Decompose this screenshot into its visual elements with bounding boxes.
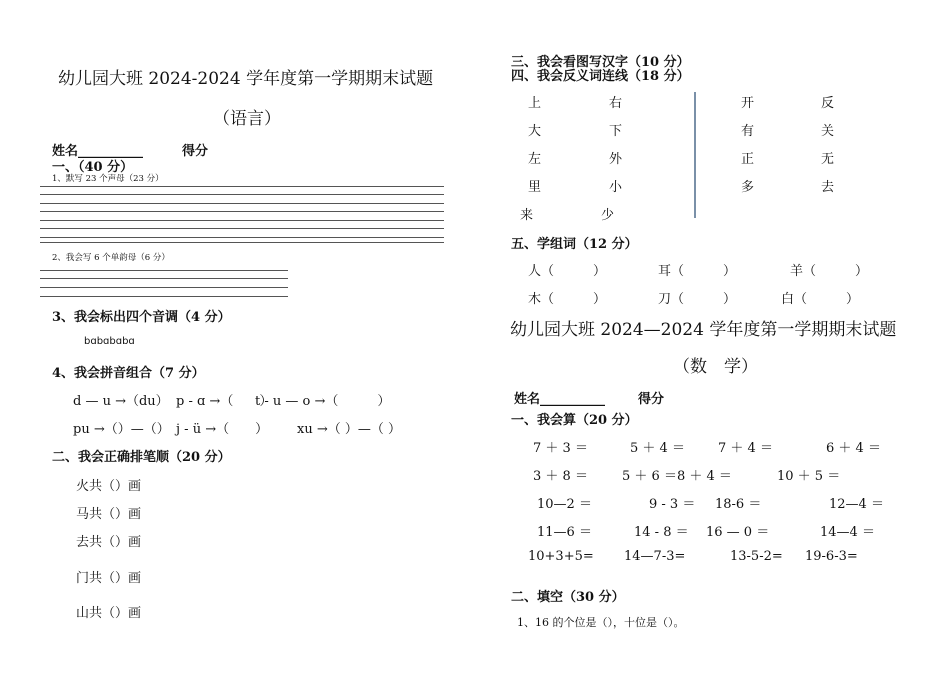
antonym-word: 左	[528, 152, 542, 167]
calc-item: 10—2 ＝	[537, 497, 592, 512]
antonym-word: 少	[601, 208, 615, 223]
fill-heading: 二、填空（30 分）	[511, 590, 625, 605]
antonym-word: 大	[528, 124, 542, 139]
calc-item: 18-6 ＝	[715, 497, 762, 512]
calc-item: 9 - 3 ＝	[649, 497, 696, 512]
antonym-word: 里	[528, 180, 542, 195]
antonym-word: 开	[741, 96, 755, 111]
part1-q1: 1、默写 23 个声母（23 分）	[52, 174, 164, 184]
antonym-word: 关	[821, 124, 835, 139]
antonym-word: 正	[741, 152, 755, 167]
word-group-item: 人（ ）	[528, 264, 607, 279]
antonym-word: 反	[821, 96, 835, 111]
writing-line	[40, 287, 288, 288]
antonym-word: 上	[528, 96, 542, 111]
language-exam-title: 幼儿园大班 2024-2024 学年度第一学期期末试题	[58, 69, 434, 89]
score-label: 得分	[182, 144, 209, 159]
writing-line	[40, 296, 288, 297]
calc-item: 5 ＋ 6 ＝8 ＋ 4 ＝	[622, 469, 732, 484]
writing-line	[40, 211, 444, 212]
part5-heading: 五、学组词（12 分）	[511, 237, 638, 252]
writing-line	[40, 237, 444, 238]
word-group-item: 羊（ ）	[790, 264, 869, 279]
calc-item: 10 ＋ 5 ＝	[777, 469, 841, 484]
pinyin-item: j - ü →（ ）	[176, 422, 269, 437]
math-subtitle: （数 学）	[673, 357, 758, 377]
writing-line	[40, 228, 444, 229]
stroke-item: 去共（）画	[76, 535, 142, 550]
calc-item: 11—6 ＝	[537, 525, 592, 540]
writing-line	[40, 203, 444, 204]
calc-item: 13-5-2=	[730, 549, 783, 564]
calc-heading: 一、我会算（20 分）	[511, 413, 638, 428]
divider-line	[694, 92, 696, 218]
stroke-item: 马共（）画	[76, 507, 142, 522]
writing-line	[40, 194, 444, 195]
calc-item: 7 ＋ 3 ＝	[533, 441, 588, 456]
part3-heading: 三、我会看图写汉字（10 分）	[511, 55, 690, 70]
calc-item: 14—7-3=	[624, 549, 686, 564]
writing-line	[40, 186, 444, 187]
q3-heading: 3、我会标出四个音调（4 分）	[52, 310, 231, 325]
part4-heading: 四、我会反义词连线（18 分）	[511, 69, 690, 84]
word-group-item: 木（ ）	[528, 292, 607, 307]
calc-item: 10+3+5=	[528, 549, 594, 564]
calc-item: 14 - 8 ＝	[634, 525, 689, 540]
pinyin-item: xu →（ ）—（ ）	[297, 422, 401, 437]
writing-line	[40, 220, 444, 221]
antonym-word: 右	[609, 96, 623, 111]
antonym-word: 外	[609, 152, 623, 167]
writing-line	[40, 270, 288, 271]
word-group-item: 白（ ）	[781, 292, 860, 307]
word-group-item: 耳（ ）	[658, 264, 737, 279]
writing-line	[40, 242, 444, 243]
antonym-word: 去	[821, 180, 835, 195]
name-label: 姓名__________	[514, 392, 606, 407]
calc-item: 16 — 0 ＝	[706, 525, 770, 540]
antonym-word: 小	[609, 180, 623, 195]
calc-item: 14—4 ＝	[820, 525, 875, 540]
calc-item: 6 ＋ 4 ＝	[826, 441, 881, 456]
word-group-item: 刀（ ）	[658, 292, 737, 307]
stroke-item: 门共（）画	[76, 571, 142, 586]
pinyin-item: d — u →（du）	[73, 394, 169, 409]
language-subtitle: （语言）	[213, 109, 281, 129]
calc-item: 3 ＋ 8 ＝	[533, 469, 588, 484]
antonym-word: 有	[741, 124, 755, 139]
writing-line	[40, 278, 288, 279]
calc-item: 19-6-3=	[805, 549, 858, 564]
part1-heading: 一、（40 分）	[52, 160, 134, 175]
calc-item: 5 ＋ 4 ＝	[630, 441, 685, 456]
fill-question: 1、16 的个位是（），十位是（）。	[517, 616, 685, 629]
antonym-word: 无	[821, 152, 835, 167]
name-label: 姓名__________	[52, 144, 144, 159]
pinyin-item: t - u — o →（ ）	[255, 394, 391, 409]
stroke-item: 火共（）画	[76, 479, 142, 494]
tone-vowels: bɑbɑbɑbɑ	[84, 336, 135, 347]
antonym-word: 下	[609, 124, 623, 139]
stroke-item: 山共（）画	[76, 606, 142, 621]
pinyin-item: pu →（）—（）	[73, 422, 170, 437]
q4-heading: 4、我会拼音组合（7 分）	[52, 366, 205, 381]
pinyin-item: p - ɑ →（ ）	[176, 394, 273, 409]
antonym-word: 多	[741, 180, 755, 195]
calc-item: 12—4 ＝	[829, 497, 884, 512]
calc-item: 7 ＋ 4 ＝	[718, 441, 773, 456]
part1-q2: 2、我会写 6 个单韵母（6 分）	[52, 253, 170, 263]
tone-letters	[84, 336, 135, 347]
antonym-word: 来	[520, 208, 534, 223]
part2-heading: 二、我会正确排笔顺（20 分）	[52, 450, 231, 465]
math-exam-title: 幼儿园大班 2024—2024 学年度第一学期期末试题	[510, 320, 897, 340]
score-label: 得分	[638, 392, 665, 407]
